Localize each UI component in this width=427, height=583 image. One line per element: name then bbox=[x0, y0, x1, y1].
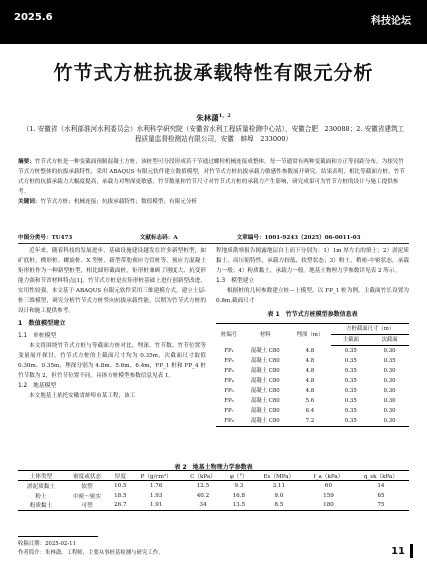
table-row bbox=[216, 376, 409, 386]
table-cell: 混凝土 C80 bbox=[250, 378, 280, 384]
clc-number: 中图分类号：TU473 bbox=[18, 235, 73, 241]
table-row bbox=[216, 396, 409, 406]
table-cell: FP₈ bbox=[216, 416, 242, 427]
table-row bbox=[18, 501, 409, 511]
table-cell: FP₅ bbox=[224, 388, 234, 394]
table-cell: 40.2 bbox=[196, 492, 210, 499]
keywords-label: 关键词： bbox=[18, 199, 41, 205]
table-cell: 65 bbox=[377, 492, 385, 499]
table-cell: 0.35 bbox=[344, 358, 357, 364]
table-row bbox=[216, 366, 409, 376]
section-1-3-heading: 1.3 模型建立 bbox=[216, 278, 255, 284]
received-date: 收稿日期：2025-02-11 bbox=[18, 541, 77, 547]
table-2-header: 厚度 bbox=[110, 471, 131, 481]
table-cell: 16.8 bbox=[232, 492, 246, 499]
author-line bbox=[0, 112, 427, 124]
table-cell: 0.30 bbox=[383, 398, 396, 404]
geology-paragraph: 程地质勘察报告揭露地层自上而下分别为：1）1m 厚左右的填土；2）淤泥质黏土，高压缩特性，承载力较低，软塑状态；3）粉土，稍密-中密状态，承载力一般；4）粉质黏土，承载力一般。地基土物理力学参数详见表 2 所示。 bbox=[216, 248, 409, 274]
table-cell: 粉质黏土 bbox=[18, 501, 64, 511]
table-cell: 0.35 bbox=[344, 368, 357, 374]
section-1-1-paragraph: 本文将围绕竹节式方桩与等截面方桩对比、埋深、竹节数、竹节位置等变量展开探讨，竹节式方桩的主截面尺寸均为 0.35m，次截面尺寸取值 0.30m、0.35m，埋深分别为 4.8m、5.6m、6.4m，FP_1 桩和 FP_4 桩竹节数为 2，但竹节位置不同。具体方桩模型参数信息见表 1。 bbox=[18, 343, 206, 379]
table-cell: 0.30 bbox=[383, 368, 396, 374]
keywords-text: 竹节式方桩；机械连接；抗拔承载特性；数值模型；有限元分析 bbox=[40, 199, 198, 205]
table-cell: 0.30 bbox=[383, 348, 396, 354]
table-row bbox=[216, 416, 409, 427]
table-cell: 中密～密实 bbox=[73, 493, 102, 500]
table-2-header: C（kPa） bbox=[182, 471, 224, 481]
table-row bbox=[18, 491, 409, 501]
table-cell: 1.91 bbox=[131, 501, 182, 511]
table-cell: 13.5 bbox=[224, 501, 253, 511]
table-2-header: f_a（kPa） bbox=[304, 471, 353, 481]
table-cell: 4.8 bbox=[305, 347, 315, 354]
section-1-2-paragraph: 本文地基土依托安徽省蚌埠市某工程，该工 bbox=[29, 393, 136, 399]
page-number: 11 bbox=[391, 546, 405, 557]
table-cell: 混凝土 C80 bbox=[250, 398, 280, 404]
table-2-header: P（g/cm³） bbox=[131, 471, 182, 481]
table-1-header: 材料 bbox=[242, 324, 288, 346]
table-cell: 0.35 bbox=[383, 358, 396, 364]
table-cell: 0.30 bbox=[383, 378, 396, 384]
table-cell: 0.30 bbox=[383, 388, 396, 394]
abstract-label: 摘要： bbox=[18, 159, 35, 165]
table-cell: 0.35 bbox=[344, 398, 357, 404]
table-cell: 3.11 bbox=[272, 482, 286, 489]
table-cell: 混凝土 C80 bbox=[250, 408, 280, 414]
divider bbox=[18, 243, 409, 244]
table-cell: FP₂ bbox=[224, 358, 234, 364]
table-2-header: φ（°） bbox=[224, 471, 253, 481]
table-cell: 4.8 bbox=[305, 368, 315, 374]
table-cell: 1.76 bbox=[149, 482, 163, 489]
table-cell: 混凝土 C80 bbox=[250, 388, 280, 394]
table-cell: 1.93 bbox=[149, 492, 163, 499]
table-cell: 0.30 bbox=[370, 416, 409, 427]
author-sup: 1，2 bbox=[218, 113, 231, 119]
table-cell: FP₁ bbox=[224, 347, 234, 354]
table-cell: 6.4 bbox=[305, 408, 315, 414]
doc-code: 文献标志码：A bbox=[139, 235, 178, 241]
journal-header-bar bbox=[0, 0, 427, 44]
section-1-heading: 1 数值模型建立 bbox=[18, 320, 66, 327]
footnote bbox=[18, 540, 164, 558]
table-cell: 0.30 bbox=[383, 408, 396, 414]
table-cell: 180 bbox=[304, 501, 353, 511]
table-cell: 9.0 bbox=[274, 492, 284, 499]
abstract-text: 竹节式方桩是一种变截面预制混凝土方桩，该桩型可分段形成若干节通过螺栓机械连接成整体，每一节通常有两种变截面和方正等间距分布。为探究竹节式方桩整体的抗拔承载特性，采用 ABAQUS 有限元软件建立数值模型，对竹节式方桩抗拔承载力敏感性参数展开研究。结果表明，相比等截面方桩，竹节式方桩的抗拔承载力大幅度提高，承载力对埋深更敏感，竹节数量和竹节尺寸对竹节式方桩的承载力产生影响，研究成果可为竹节方桩的设计与施工提供参考。 bbox=[18, 159, 405, 195]
table-cell: 4.8 bbox=[305, 358, 315, 364]
section-1-3-paragraph: 根据桩的几何参数建立桩—土模型，以 FP_1 桩为例，主截面竹长设置为 0.8m,截面尺寸 bbox=[216, 288, 409, 304]
table-cell: 4.8 bbox=[305, 378, 315, 384]
table-cell: 26.7 bbox=[110, 501, 131, 511]
paper-title: 竹节式方桩抗拔承载特性有限元分析 bbox=[53, 62, 374, 84]
table-1-caption: 表 1 竹节式方桩模型参数信息表 bbox=[267, 311, 358, 318]
section-1-2-heading: 1.2 地基模型 bbox=[18, 383, 57, 389]
page-marker bbox=[410, 544, 413, 558]
table-1-header: 主截面 bbox=[331, 335, 370, 346]
table-cell: 60 bbox=[324, 482, 333, 489]
table-cell: 9.3 bbox=[234, 482, 244, 489]
abstract-block bbox=[18, 157, 409, 207]
table-cell: 159 bbox=[323, 492, 334, 499]
table-row bbox=[216, 346, 409, 357]
table-2-caption: 表 2 地基土物理力学参数表 bbox=[174, 464, 253, 471]
table-cell: 0.35 bbox=[331, 416, 370, 427]
table-cell: 混凝土 C80 bbox=[242, 416, 288, 427]
left-column bbox=[18, 246, 206, 401]
table-cell: FP₄ bbox=[224, 378, 234, 384]
affiliation: （1. 安徽省（水利部淮河水利委员会）水利科学研究院（安徽省水利工程质量检测中心站），安徽合肥 230088；2. 安徽省建筑工程质量监督检测站有限公司，安徽 蚌埠 233000） bbox=[22, 125, 405, 143]
table-cell: 5.6 bbox=[305, 398, 315, 404]
table-row bbox=[216, 386, 409, 396]
footnote-divider bbox=[18, 536, 98, 537]
issue-number: 2025.6 bbox=[14, 12, 53, 23]
table-cell: 0.35 bbox=[344, 348, 357, 354]
table-cell: 0.35 bbox=[344, 378, 357, 384]
table-cell: 12.5 bbox=[196, 482, 210, 489]
table-cell: 4.8 bbox=[305, 388, 315, 394]
table-2-header: 土体类型 bbox=[18, 471, 64, 481]
table-2-header: Es（MPa） bbox=[254, 471, 305, 481]
column-name: 科技论坛 bbox=[371, 16, 411, 27]
table-cell: 可塑 bbox=[64, 501, 110, 511]
author-name: 朱林潇 bbox=[196, 113, 219, 123]
right-column bbox=[216, 246, 409, 427]
author-bio: 作者简介：朱林潇，工程师，主要从事桩基检测与研究工作。 bbox=[18, 550, 164, 556]
table-cell: 34 bbox=[182, 501, 224, 511]
table-cell: 0.35 bbox=[344, 388, 357, 394]
table-cell: 10.5 bbox=[114, 482, 127, 489]
table-2-header: 密度或状态 bbox=[64, 471, 110, 481]
table-cell: 混凝土 C80 bbox=[250, 347, 280, 354]
table-cell: 8.5 bbox=[254, 501, 305, 511]
table-cell: 14 bbox=[377, 482, 385, 489]
table-cell: 7.2 bbox=[288, 416, 331, 427]
table-cell: 18.5 bbox=[114, 492, 127, 499]
table-2-header: q_sk（kPa） bbox=[353, 471, 409, 481]
table-cell: 软塑 bbox=[81, 483, 93, 490]
table-cell: 0.35 bbox=[344, 408, 357, 414]
table-cell: 混凝土 C80 bbox=[250, 358, 280, 364]
table-2 bbox=[18, 470, 409, 511]
table-1-header: 桩编号 bbox=[216, 324, 242, 346]
table-1-header: 次截面 bbox=[370, 335, 409, 346]
table-cell: FP₆ bbox=[224, 398, 234, 404]
table-cell: FP₇ bbox=[224, 408, 234, 414]
table-1-header: 埋深（m） bbox=[288, 324, 331, 346]
article-number: 文章编号：1001-9243（2025）06-0011-03 bbox=[236, 235, 361, 241]
table-cell: 混凝土 C80 bbox=[250, 368, 280, 374]
table-row bbox=[216, 406, 409, 416]
table-cell: 粉土 bbox=[35, 493, 47, 500]
table-1-header: 方桩截面尺寸（m） bbox=[331, 324, 409, 335]
section-1-1-heading: 1.1 单桩模型 bbox=[18, 333, 57, 339]
table-cell: 75 bbox=[353, 501, 409, 511]
table-cell: 淤泥质黏土 bbox=[27, 483, 56, 490]
table-row bbox=[18, 481, 409, 491]
classification-line bbox=[18, 233, 409, 241]
intro-paragraph: 近年来，随着科技的发展进步，基础设施建设越发在许多新型桩型，如矿底桩、楔形桩、螺旋桩、X 型桩、新型带肋预应力管桩等。预应力混凝土矩形桩作为一种新型桩型，相比圆形截面桩，矩形桩兼顾了刚度大、抗变形能力强和节省材料特点[1]。竹节式方桩是在矩形桩基础上进行创新型改进，实用性较强。本文基于 ABAQUS 有限元软件采用三维建模方式，建立土层-桩三维模型，研究分析竹节式方桩竖向抗拔承载性能，以期为竹节式方桩的设计和施工提供参考。 bbox=[18, 248, 206, 314]
table-cell: FP₃ bbox=[224, 368, 234, 374]
table-1 bbox=[216, 323, 409, 427]
table-row bbox=[216, 356, 409, 366]
